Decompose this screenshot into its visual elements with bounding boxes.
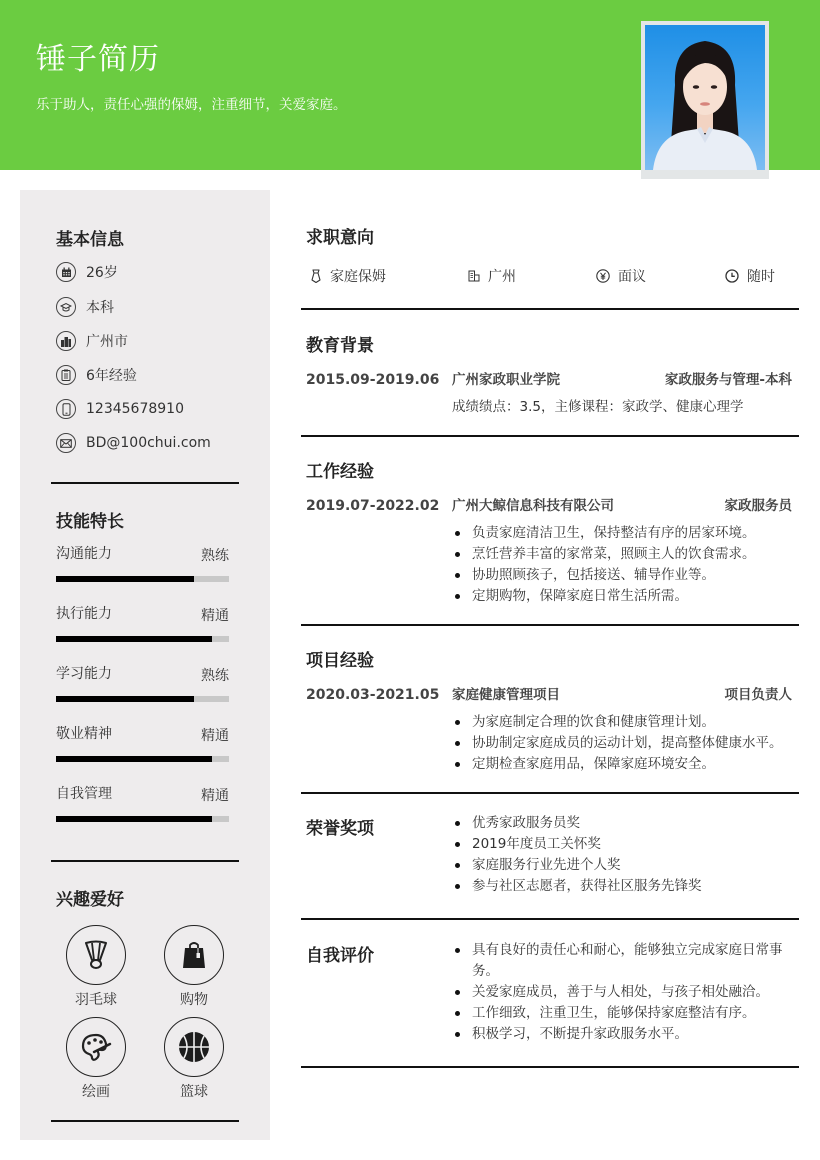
- self-eval-bullets: [452, 940, 787, 1045]
- work-bullets: [452, 523, 797, 607]
- shopping-bag-icon: [164, 925, 224, 985]
- yen-icon: [596, 269, 610, 283]
- hobby-basketball: [163, 1017, 225, 1101]
- hobby-label: 篮球: [180, 1084, 208, 1100]
- intent-city: [468, 266, 516, 286]
- skill-item: [56, 665, 229, 705]
- section-divider: [301, 435, 799, 437]
- honor-bullet: 参与社区志愿者，获得社区服务先锋奖: [452, 876, 797, 897]
- info-education-text: 本科: [86, 300, 114, 316]
- skill-bar: [56, 636, 229, 642]
- education-school: 广州家政职业学院: [452, 372, 560, 388]
- skill-bar: [56, 696, 229, 702]
- skill-name: 沟通能力: [56, 546, 112, 562]
- section-title-honors: 荣誉奖项: [306, 819, 374, 839]
- skill-item: [56, 785, 229, 825]
- project-bullet: 为家庭制定合理的饮食和健康管理计划。: [452, 712, 797, 733]
- info-email-text: BD@100chui.com: [86, 435, 211, 451]
- basketball-icon: [164, 1017, 224, 1077]
- skill-level: 精通: [201, 728, 229, 744]
- skill-name: 自我管理: [56, 786, 112, 802]
- project-bullet: 定期检查家庭用品，保障家庭环境安全。: [452, 754, 797, 775]
- profile-photo: [641, 21, 769, 179]
- sidebar-divider: [51, 482, 239, 484]
- skill-level: 精通: [201, 608, 229, 624]
- hobby-painting: [65, 1017, 127, 1101]
- work-role: 家政服务员: [724, 498, 792, 514]
- section-title-skills: 技能特长: [56, 512, 124, 532]
- info-phone-text: 12345678910: [86, 401, 184, 417]
- section-divider: [301, 624, 799, 626]
- skill-bar-fill: [56, 816, 212, 822]
- self-eval-bullet: 具有良好的责任心和耐心，能够独立完成家庭日常事务。: [452, 940, 787, 982]
- skill-bar-fill: [56, 756, 212, 762]
- skill-item: [56, 545, 229, 585]
- self-eval-bullet: 关爱家庭成员，善于与人相处，与孩子相处融洽。: [452, 982, 787, 1003]
- section-title-job-intent: 求职意向: [306, 228, 374, 248]
- intent-salary: [596, 266, 646, 286]
- mail-icon: [56, 433, 76, 453]
- building-icon: [56, 331, 76, 351]
- work-bullet: 定期购物，保障家庭日常生活所需。: [452, 586, 797, 607]
- info-education: [56, 296, 114, 318]
- sidebar-divider: [51, 1120, 239, 1122]
- work-company: 广州大鲸信息科技有限公司: [452, 498, 614, 514]
- skill-bar: [56, 756, 229, 762]
- hobby-label: 绘画: [82, 1084, 110, 1100]
- project-period: 2020.03-2021.05: [306, 687, 440, 703]
- skill-item: [56, 605, 229, 645]
- section-title-education: 教育背景: [306, 336, 374, 356]
- skill-item: [56, 725, 229, 765]
- section-divider: [301, 1066, 799, 1068]
- skill-name: 敬业精神: [56, 726, 112, 742]
- section-title-project: 项目经验: [306, 651, 374, 671]
- palette-icon: [66, 1017, 126, 1077]
- info-experience: [56, 364, 137, 386]
- education-period: 2015.09-2019.06: [306, 372, 440, 388]
- badminton-icon: [66, 925, 126, 985]
- section-divider: [301, 918, 799, 920]
- honor-bullet: 优秀家政服务员奖: [452, 813, 797, 834]
- skill-name: 执行能力: [56, 606, 112, 622]
- section-title-self-eval: 自我评价: [306, 946, 374, 966]
- skill-bar-fill: [56, 636, 212, 642]
- photo-image: [645, 25, 765, 170]
- education-detail: 成绩绩点：3.5，主修课程：家政学、健康心理学: [452, 399, 744, 415]
- info-age-text: 26岁: [86, 265, 118, 281]
- phone-icon: [56, 399, 76, 419]
- intent-city-text: 广州: [488, 269, 516, 285]
- info-city-text: 广州市: [86, 334, 128, 350]
- section-title-basic-info: 基本信息: [56, 230, 124, 250]
- education-major: 家政服务与管理-本科: [664, 372, 792, 388]
- skill-level: 熟练: [201, 548, 229, 564]
- skill-bar: [56, 816, 229, 822]
- work-bullet: 协助照顾孩子，包括接送、辅导作业等。: [452, 565, 797, 586]
- skill-level: 精通: [201, 788, 229, 804]
- work-bullet: 烹饪营养丰富的家常菜，照顾主人的饮食需求。: [452, 544, 797, 565]
- clipboard-icon: [56, 365, 76, 385]
- section-divider: [301, 792, 799, 794]
- project-bullet: 协助制定家庭成员的运动计划，提高整体健康水平。: [452, 733, 797, 754]
- sidebar: [20, 190, 270, 1140]
- intent-position: [310, 266, 386, 286]
- hobby-label: 购物: [180, 992, 208, 1008]
- self-eval-bullet: 工作细致，注重卫生，能够保持家庭整洁有序。: [452, 1003, 787, 1024]
- self-eval-bullet: 积极学习，不断提升家政服务水平。: [452, 1024, 787, 1045]
- hobby-label: 羽毛球: [75, 992, 117, 1008]
- intent-availability-text: 随时: [747, 269, 775, 285]
- resume-title: 锤子简历: [36, 42, 160, 77]
- intent-salary-text: 面议: [618, 269, 646, 285]
- hobby-badminton: [65, 925, 127, 1009]
- project-name: 家庭健康管理项目: [452, 687, 560, 703]
- project-bullets: [452, 712, 797, 775]
- skill-bar: [56, 576, 229, 582]
- intent-availability: [725, 266, 775, 286]
- info-email: [56, 432, 211, 454]
- hobby-shopping: [163, 925, 225, 1009]
- graduation-cap-icon: [56, 297, 76, 317]
- intent-position-text: 家庭保姆: [330, 269, 386, 285]
- skill-bar-fill: [56, 696, 194, 702]
- info-phone: [56, 398, 184, 420]
- work-bullet: 负责家庭清洁卫生，保持整洁有序的居家环境。: [452, 523, 797, 544]
- section-divider: [301, 308, 799, 310]
- resume-tagline: 乐于助人，责任心强的保姆，注重细节，关爱家庭。: [36, 97, 347, 113]
- info-age: [56, 261, 118, 283]
- clock-icon: [725, 269, 739, 283]
- section-title-work: 工作经验: [306, 462, 374, 482]
- work-period: 2019.07-2022.02: [306, 498, 440, 514]
- calendar-icon: [56, 262, 76, 282]
- project-role: 项目负责人: [724, 687, 792, 703]
- skill-name: 学习能力: [56, 666, 112, 682]
- tie-icon: [310, 269, 322, 283]
- skill-level: 熟练: [201, 668, 229, 684]
- sidebar-divider: [51, 860, 239, 862]
- honor-bullet: 2019年度员工关怀奖: [452, 834, 797, 855]
- section-title-hobbies: 兴趣爱好: [56, 890, 124, 910]
- honor-bullet: 家庭服务行业先进个人奖: [452, 855, 797, 876]
- city-icon: [468, 270, 480, 282]
- skill-bar-fill: [56, 576, 194, 582]
- info-experience-text: 6年经验: [86, 368, 137, 384]
- info-city: [56, 330, 128, 352]
- honors-bullets: [452, 813, 797, 897]
